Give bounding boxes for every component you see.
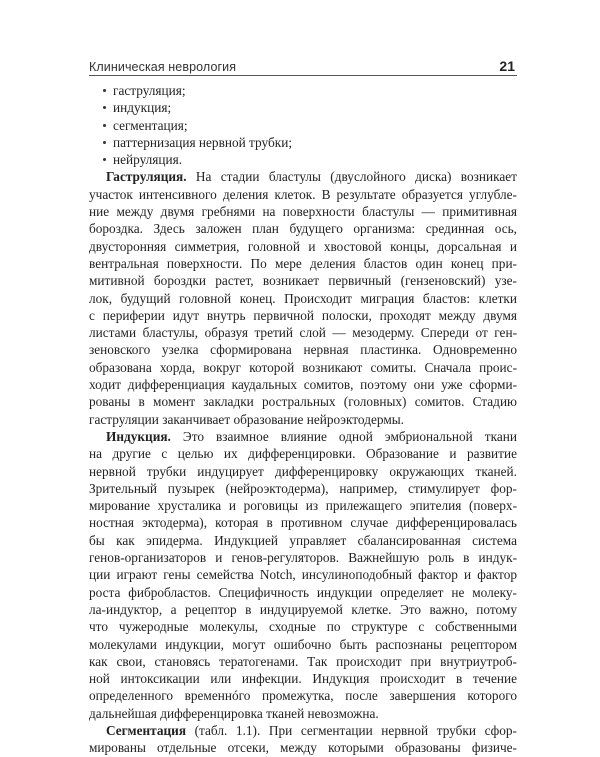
text-line: мированы отдельные отсеки, между которыми образованы физиче-: [89, 740, 517, 756]
text-line: на другие с целью их дифференцировки. Образование и развитие: [89, 446, 517, 462]
text-line: роста фибробластов. Специфичность индукции определяет не молеку-: [89, 584, 517, 600]
text-line: бороздка. Здесь заложен план будущего организма: срединная ось,: [89, 221, 517, 237]
list-item: индукция;: [89, 99, 517, 116]
text-line: лок, будущий головной конец. Происходит миграция бластов: клетки: [89, 290, 517, 306]
text-line: двусторонняя симметрия, головной и хвостовой концы, дорсальная и: [89, 238, 517, 254]
paragraph-segmentation: [89, 722, 517, 757]
list-item: сегментация;: [89, 117, 517, 134]
text-line: Зрительный пузырек (нейроэктодерма), например, стимулирует фор-: [89, 480, 517, 496]
process-list: [89, 82, 517, 168]
text-line: как свои, становясь тератогенами. Так происходит при внутриутроб-: [89, 653, 517, 669]
text-line: образована хорда, вокруг которой возникают сомиты. Сначала проис-: [89, 359, 517, 375]
text-line: ла-индуктор, а рецептор в индуцируемой клетке. Это важно, потому: [89, 601, 517, 617]
text-line: листами бластулы, образуя третий слой — мезодерму. Спереди от ген-: [89, 325, 517, 341]
list-item: паттернизация нервной трубки;: [89, 134, 517, 151]
text-line: с периферии идут внутрь первичной полоски, проходят между двумя: [89, 307, 517, 323]
bullet-icon: [103, 89, 106, 92]
text-line: ние между двумя гребнями на поверхности бластулы — примитивная: [89, 204, 517, 220]
text-line: нервной трубки индуцирует дифференцировку окружающих тканей.: [89, 463, 517, 479]
paragraph-gastrulation: [89, 168, 517, 427]
text-line: гаструляции заканчивает образование нейроэктодермы.: [89, 411, 404, 427]
list-item: гаструляция;: [89, 82, 517, 99]
text-line: молекулами индукции, могут ошибочно быть распознаны рецептором: [89, 636, 517, 652]
list-item: нейруляция.: [89, 151, 517, 168]
term-induction: Индукция.: [106, 428, 171, 444]
running-title: Клиническая неврология: [89, 60, 237, 74]
page-number: 21: [499, 58, 515, 74]
text-line: ностная эктодерма), которая в противном случае дифференцировалась: [89, 515, 517, 531]
bullet-icon: [103, 141, 106, 144]
running-header: [89, 54, 517, 74]
text-line: определенного временнóго промежутка, после завершения которого: [89, 688, 517, 704]
text-line: что чужеродные молекулы, сходные по структуре с собственными: [89, 619, 517, 635]
bullet-icon: [103, 158, 106, 161]
text-line: ной интоксикации или инфекции. Индукция происходит в течение: [89, 671, 517, 687]
term-gastrulation: Гаструляция.: [106, 169, 187, 185]
text-line: зеновского узелка сформирована нервная пластинка. Одновременно: [89, 342, 517, 358]
text-line: вентральная поверхности. По мере деления бластов один конец при-: [89, 255, 517, 271]
bullet-icon: [103, 106, 106, 109]
bullet-icon: [103, 124, 106, 127]
paragraph-induction: [89, 428, 517, 722]
text-line: мирование хрусталика и роговицы из прилежащего эпителия (поверх-: [89, 498, 517, 514]
text-line: Индукция. Это взаимное влияние одной эмбриональной ткани: [106, 428, 517, 444]
term-segmentation: Сегментация: [106, 722, 187, 738]
text-line: рованы в момент закладки ростральных (головных) сомитов. Стадию: [89, 394, 517, 410]
text-line: генов-организаторов и генов-регуляторов. Важнейшую роль в индук-: [89, 550, 517, 566]
text-line: Сегментация (табл. 1.1). При сегментации нервной трубки сфор-: [106, 722, 517, 738]
text-line: Гаструляция. На стадии бластулы (двуслойного диска) возникает: [106, 169, 517, 185]
text-line: ции играют гены семейства Notch, инсулиноподобный фактор и фактор: [89, 567, 517, 583]
text-line: митивной бороздки растет, возникает первичный (гензеновский) узе-: [89, 273, 517, 289]
text-line: ходит дифференциация каудальных сомитов, поэтому они уже сформи-: [89, 377, 517, 393]
text-line: бы как эпидерма. Индукцией управляет сбалансированная система: [89, 532, 517, 548]
page-body: [89, 82, 517, 757]
text-line: дальнейшая дифференцировка тканей невозможна.: [89, 705, 379, 721]
text-line: участок интенсивного деления клеток. В результате образуется углубле-: [89, 186, 517, 202]
header-rule: [89, 75, 517, 76]
